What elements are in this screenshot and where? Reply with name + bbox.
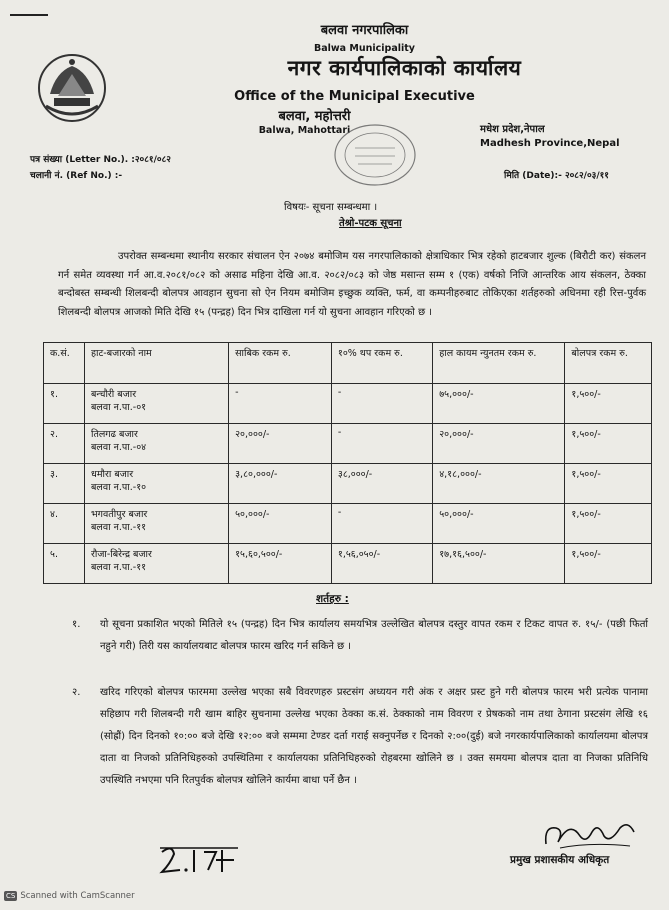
signature bbox=[540, 814, 640, 854]
condition-text: यो सूचना प्रकाशित भएको मितिले १५ (पन्द्रह) दिन भित्र कार्यालय समयभित्र उल्लेखित बोलपत्र दस्तुर वापत रकम र टिकट वापत रु. १५/- (पछी फिर्ता नहुने गरी) तिरी यस कार्यालयबाट बोलपत्र फारम खरिद गर्न सकिने छ । bbox=[100, 619, 648, 652]
market-ward: बलवा न.पा.-१० bbox=[90, 482, 147, 493]
row-bid-amount: १,५००/- bbox=[565, 424, 652, 464]
row-bid-amount: १,५००/- bbox=[565, 464, 652, 504]
column-header: हाट-बजारको नाम bbox=[84, 343, 228, 384]
row-previous-amount: २०,०००/- bbox=[229, 424, 332, 464]
market-ward: बलवा न.पा.-११ bbox=[90, 562, 147, 573]
market-name: भगवतीपुर बजार bbox=[90, 509, 148, 520]
table-row bbox=[44, 424, 652, 464]
row-serial: ५. bbox=[44, 544, 85, 584]
row-ten-percent: - bbox=[331, 504, 432, 544]
row-minimum-amount: ४,१८,०००/- bbox=[433, 464, 565, 504]
row-minimum-amount: २०,०००/- bbox=[433, 424, 565, 464]
row-previous-amount: ३,८०,०००/- bbox=[229, 464, 332, 504]
column-header: १०% थप रकम रु. bbox=[331, 343, 432, 384]
province-en: Madhesh Province,Nepal bbox=[480, 138, 620, 149]
office-name-en: Office of the Municipal Executive bbox=[234, 89, 475, 104]
letter-number: पत्र संख्या (Letter No.). :२०८१/०८२ bbox=[30, 155, 171, 165]
row-minimum-amount: ७५,०००/- bbox=[433, 384, 565, 424]
row-market-name bbox=[84, 464, 228, 504]
office-stamp-icon bbox=[320, 118, 430, 192]
row-bid-amount: १,५००/- bbox=[565, 544, 652, 584]
table-header-row bbox=[44, 343, 652, 384]
condition-item bbox=[72, 614, 648, 658]
province-np: मधेश प्रदेश,नेपाल bbox=[480, 124, 545, 135]
top-mark bbox=[10, 14, 48, 16]
place-np: बलवा, महोत्तरी bbox=[278, 109, 351, 124]
row-minimum-amount: १७,१६,५००/- bbox=[433, 544, 565, 584]
camscanner-watermark bbox=[4, 891, 135, 901]
row-serial: २. bbox=[44, 424, 85, 464]
notice-title: तेश्रो-पटक सूचना bbox=[339, 218, 402, 229]
handwritten-mark bbox=[158, 842, 248, 876]
row-serial: ३. bbox=[44, 464, 85, 504]
column-header: क.सं. bbox=[44, 343, 85, 384]
market-name: तिलगढ बजार bbox=[90, 429, 138, 440]
row-previous-amount: - bbox=[229, 384, 332, 424]
row-bid-amount: १,५००/- bbox=[565, 384, 652, 424]
market-ward: बलवा न.पा.-०४ bbox=[90, 442, 147, 453]
row-market-name bbox=[84, 544, 228, 584]
row-ten-percent: ३८,०००/- bbox=[331, 464, 432, 504]
market-name: धमौरा बजार bbox=[90, 469, 134, 480]
signatory-title: प्रमुख प्रशासकीय अधिकृत bbox=[510, 854, 610, 866]
municipality-name-np: बलवा नगरपालिका bbox=[320, 23, 409, 38]
market-ward: बलवा न.पा.-११ bbox=[90, 522, 147, 533]
row-ten-percent: - bbox=[331, 424, 432, 464]
column-header: साबिक रकम रु. bbox=[229, 343, 332, 384]
office-name-np: नगर कार्यपालिकाको कार्यालय bbox=[287, 56, 522, 80]
column-header: बोलपत्र रकम रु. bbox=[565, 343, 652, 384]
market-name: बन्चौरी बजार bbox=[90, 389, 137, 400]
table-row bbox=[44, 544, 652, 584]
column-header: हाल कायम न्युनतम रकम रु. bbox=[433, 343, 565, 384]
subject-line: विषयः- सूचना सम्बन्धमा । bbox=[284, 202, 378, 213]
row-market-name bbox=[84, 504, 228, 544]
market-name: रौजा-बिरेन्द्र बजार bbox=[90, 549, 152, 560]
row-ten-percent: - bbox=[331, 384, 432, 424]
letter-date: मिति (Date):- २०८२/०३/११ bbox=[504, 171, 609, 181]
conditions-title: शर्तहरु : bbox=[316, 593, 349, 605]
market-table bbox=[43, 342, 652, 584]
place-en: Balwa, Mahottari bbox=[258, 125, 351, 136]
camscanner-logo-icon: CS bbox=[6, 892, 16, 900]
condition-item bbox=[72, 682, 648, 792]
reference-number: चलानी नं. (Ref No.) :- bbox=[30, 171, 123, 181]
row-market-name bbox=[84, 384, 228, 424]
condition-number: २. bbox=[72, 687, 81, 698]
table-row bbox=[44, 384, 652, 424]
row-market-name bbox=[84, 424, 228, 464]
watermark-text: Scanned with CamScanner bbox=[20, 891, 135, 901]
row-previous-amount: १५,६०,५००/- bbox=[229, 544, 332, 584]
row-minimum-amount: ५०,०००/- bbox=[433, 504, 565, 544]
row-bid-amount: १,५००/- bbox=[565, 504, 652, 544]
municipality-name-en: Balwa Municipality bbox=[314, 43, 415, 54]
table-row bbox=[44, 464, 652, 504]
row-ten-percent: १,५६,०५०/- bbox=[331, 544, 432, 584]
row-previous-amount: ५०,०००/- bbox=[229, 504, 332, 544]
market-ward: बलवा न.पा.-०१ bbox=[90, 402, 147, 413]
table-row bbox=[44, 504, 652, 544]
condition-number: १. bbox=[72, 619, 81, 630]
row-serial: ४. bbox=[44, 504, 85, 544]
notice-paragraph: उपरोक्त सम्बन्धमा स्थानीय सरकार संचालन ऐन २०७४ बमोजिम यस नगरपालिकाको क्षेत्राधिकार भित्र रहेको हाटबजार शुल्क (बिरौटी कर) संकलन गर्न समेत व्यवस्था गर्न आ.व.२०८१/०८२ को असाढ महिना देखि आ.व. २०८२/०८३ को जेष्ठ मसान्त सम्म १ (एक) वर्षको निजि आन्तरिक आय संकलन, ठेक्का बन्दोबस्त सम्बन्धी शिलबन्दी बोलपत्र आवहान सुचना सो ऐन नियम बमोजिम इच्छुक व्यक्ति, फर्म, वा कम्पनीहरुबाट तोकिएका शर्तहरुको अधिनमा रही रित्त-पुर्वक शिलबन्दी बोलपत्र आजको मिति देखि १५ (पन्द्रह) दिन भित्र दाखिला गर्न यो सुचना आवहान गरिएको छ । bbox=[58, 251, 646, 318]
condition-text: खरिद गरिएको बोलपत्र फारममा उल्लेख भएका सबै विवरणहरु प्रस्टसंग अध्ययन गरी अंक र अक्षर प्रस्ट हुने गरी बोलपत्र फारम भरी प्रत्येक पानामा सहिछाप गरी शिलबन्दी गरी खाम बाहिर सुचनामा उल्लेख भएका ठेक्का क.सं. ठेक्काको नाम विवरण र प्रेषकको नाम तथा ठेगाना प्रस्टसंग लेखि १६ (सोह्रौं) दिन दिनको १०:०० बजे देखि १२:०० बजे सम्ममा टेण्डर दर्ता गराई सक्नुपर्नेछ र दिनको २:००(दुई) बजे नगरकार्यपालिकाको कार्यालयमा बोलपत्र दाता वा निजको प्रतिनिधिहरुको उपस्थितिमा र कार्यालयका प्रतिनिधिहरुको रोहबरमा खोलिने छ । उक्त समयमा बोलपत्र दाता वा निजका प्रतिनिधि उपस्थिति नभएमा पनि रितपुर्वक बोलपत्र खोलिने कार्यमा बाधा पर्ने छैन । bbox=[100, 687, 648, 786]
row-serial: १. bbox=[44, 384, 85, 424]
